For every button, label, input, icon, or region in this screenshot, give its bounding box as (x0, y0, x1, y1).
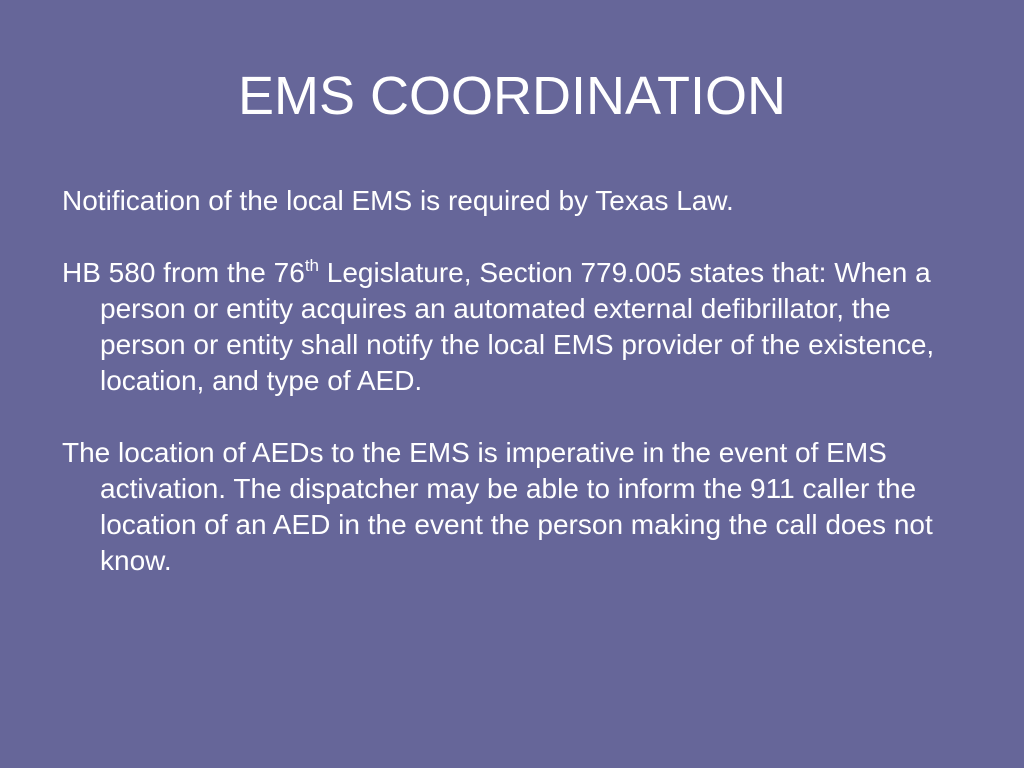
paragraph-notification: Notification of the local EMS is required by Texas Law. (62, 185, 734, 216)
slide-title: EMS COORDINATION (237, 66, 786, 126)
hb580-text-rest: Legislature, Section 779.005 states that: When a person or entity acquires an automated external defibrillator, the person or entity shall notify the local EMS provider of the existence, location, and type of AED. (100, 257, 935, 396)
paragraph-aed-location: The location of AEDs to the EMS is imperative in the event of EMS activation. The dispatcher may be able to inform the 911 caller the location of an AED in the event the person making the call does not know. (62, 437, 933, 576)
paragraph-hb580 (62, 255, 982, 399)
hb580-text-start: HB 580 from the 76 (62, 257, 305, 288)
ordinal-superscript: th (304, 256, 319, 275)
slide-body (62, 183, 982, 615)
